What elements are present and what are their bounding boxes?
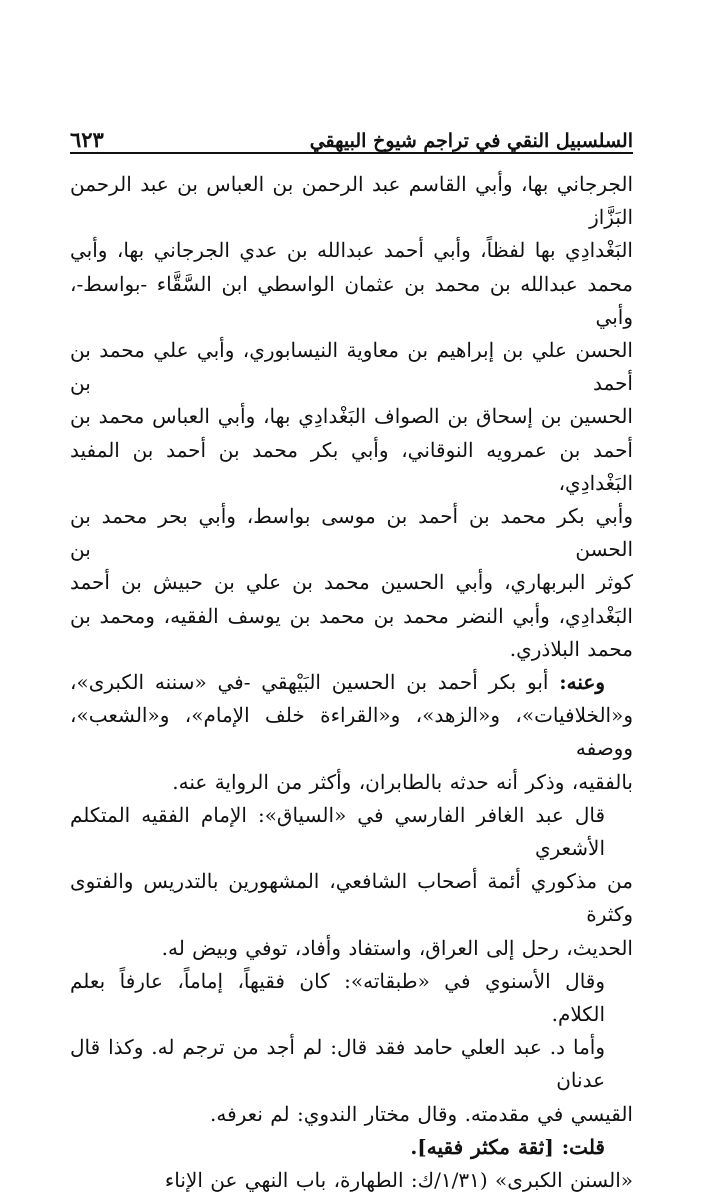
line-text: الجرجاني بها، وأبي القاسم عبد الرحمن بن العباس بن عبد الرحمن البَزَّاز [70, 172, 633, 230]
text-line [70, 600, 633, 633]
line-text: الحديث، رحل إلى العراق، واستفاد وأفاد، توفي وبيض له. [161, 935, 633, 960]
line-text: قال عبد الغافر الفارسي في «السياق»: الإمام الفقيه المتكلم الأشعري [70, 802, 605, 861]
line-text: «السنن الكبرى» (١/٣١/ك: الطهارة، باب النهي عن الإناء [164, 1168, 633, 1193]
line-text: وأما د. عبد العلي حامد فقد قال: لم أجد من ترجم له. وكذا قال عدنان [70, 1035, 605, 1093]
text-line [70, 234, 633, 267]
text-line [70, 699, 633, 765]
text-line [70, 666, 633, 699]
line-text: أحمد بن عمرويه النوقاني، وأبي بكر محمد بن أحمد بن المفيد البَغْدادِي، [70, 437, 633, 495]
line-text: البَغْدادِي، وأبي النضر محمد بن محمد بن يوسف الفقيه، ومحمد بن [70, 603, 633, 628]
text-line [70, 633, 633, 666]
page-header [70, 116, 633, 156]
line-text: وأبي بكر محمد بن أحمد بن موسى بواسط، وأبي بحر محمد بن الحسن بن [70, 504, 633, 562]
text-line [70, 168, 633, 234]
document-body [70, 168, 633, 1197]
line-text: محمد البلاذري. [509, 636, 633, 661]
text-line [70, 799, 633, 865]
line-text: البَغْدادِي بها لفظاً، وأبي أحمد عبدالله بن عدي الجرجاني بها، وأبي [70, 238, 633, 263]
text-line [70, 766, 633, 799]
line-text: محمد عبدالله بن محمد بن عثمان الواسطي ابن السَّقَّاء -بواسط-، وأبي [70, 271, 633, 329]
line-text: بالفقيه، وذكر أنه حدثه بالطابران، وأكثر من الرواية عنه. [172, 769, 633, 794]
text-line [70, 566, 633, 599]
paragraph [70, 1031, 633, 1131]
line-text: كوثر البربهاري، وأبي الحسين محمد بن علي بن حبيش بن أحمد [70, 570, 633, 595]
text-line [70, 400, 633, 433]
text-line [70, 1031, 633, 1097]
text-line [70, 1098, 633, 1131]
paragraph [70, 965, 633, 1031]
paragraph [70, 168, 633, 666]
text-line [70, 932, 633, 965]
paragraph [70, 799, 633, 965]
paragraph-lead: وعنه: [559, 670, 605, 695]
line-text: و«الخلافيات»، و«الزهد»، و«القراءة خلف الإمام»، و«الشعب»، ووصفه [70, 703, 633, 761]
line-text: أبو بكر أحمد بن الحسين البَيْهقي -في «سننه الكبرى»، [70, 670, 549, 695]
paragraph [70, 1131, 633, 1164]
line-text: القيسي في مقدمته. وقال مختار الندوي: لم نعرفه. [210, 1101, 633, 1126]
text-line [70, 434, 633, 500]
text-line [70, 268, 633, 334]
line-text: من مذكوري أئمة أصحاب الشافعي، المشهورين بالتدريس والفتوى وكثرة [70, 869, 633, 927]
text-line [70, 965, 633, 1031]
line-text: الحسين بن إسحاق بن الصواف البَغْدادِي بها، وأبي العباس محمد بن [70, 404, 633, 429]
paragraph [70, 1164, 633, 1197]
text-line [70, 500, 633, 566]
text-line [70, 1131, 633, 1164]
line-text: الحسن علي بن إبراهيم بن معاوية النيسابوري، وأبي علي محمد بن أحمد بن [70, 338, 633, 396]
text-line [70, 865, 633, 931]
line-text: وقال الأسنوي في «طبقاته»: كان فقيهاً، إماماً، عارفاً بعلم الكلام. [70, 968, 605, 1027]
line-text: قلت: [ثقة مكثر فقيه]. [410, 1134, 605, 1159]
text-line [70, 1164, 633, 1197]
text-line [70, 334, 633, 400]
paragraph [70, 666, 633, 799]
header-divider [70, 152, 633, 154]
running-title: السلسبيل النقي في تراجم شيوخ البيهقي [309, 130, 633, 152]
page-number: ٦٢٣ [70, 127, 104, 152]
